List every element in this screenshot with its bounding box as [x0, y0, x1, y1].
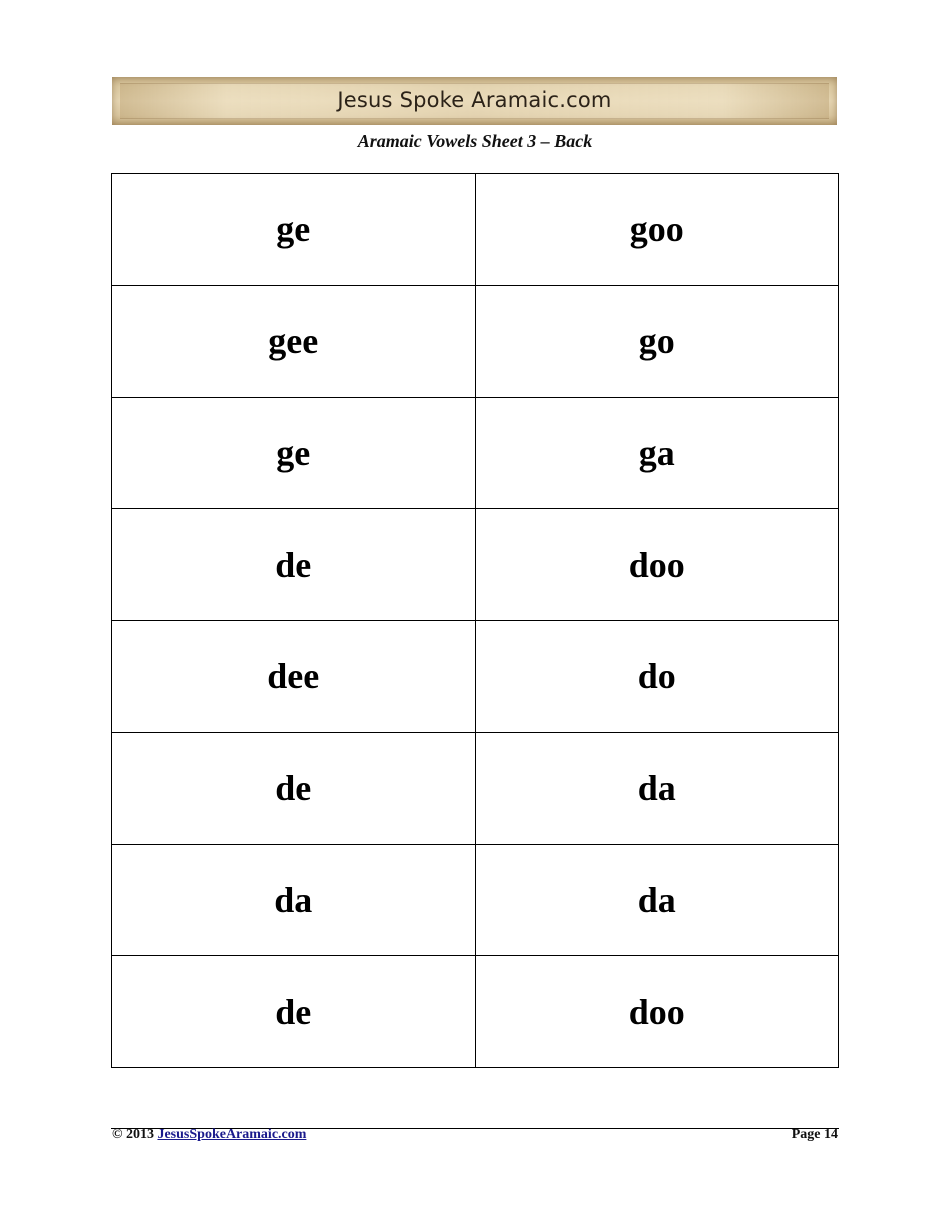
card-cell: de [112, 956, 476, 1068]
card-cell: doo [475, 956, 839, 1068]
card-cell: da [112, 844, 476, 956]
card-cell: goo [475, 174, 839, 286]
card-row [112, 844, 839, 956]
card-cell: ga [475, 397, 839, 509]
card-cell: da [475, 844, 839, 956]
copyright-text: © 2013 [112, 1127, 154, 1142]
card-row [112, 732, 839, 844]
card-row [112, 285, 839, 397]
page-number: Page 14 [791, 1127, 838, 1142]
card-cell: de [112, 509, 476, 621]
card-cell: da [475, 732, 839, 844]
flashcard-grid [111, 173, 839, 1068]
site-link[interactable]: JesusSpokeAramaic.com [157, 1127, 307, 1142]
card-row [112, 509, 839, 621]
footer-copyright [112, 1127, 306, 1143]
site-banner [112, 77, 837, 125]
sheet-title: Aramaic Vowels Sheet 3 – Back [357, 131, 593, 151]
card-row [112, 397, 839, 509]
card-row [112, 956, 839, 1068]
card-cell: ge [112, 397, 476, 509]
card-cell: de [112, 732, 476, 844]
card-row [112, 174, 839, 286]
card-cell: dee [112, 621, 476, 733]
card-cell: do [475, 621, 839, 733]
card-cell: gee [112, 285, 476, 397]
card-cell: go [475, 285, 839, 397]
banner-title: Jesus Spoke Aramaic.com [337, 88, 612, 112]
card-row [112, 621, 839, 733]
card-cell: ge [112, 174, 476, 286]
card-cell: doo [475, 509, 839, 621]
